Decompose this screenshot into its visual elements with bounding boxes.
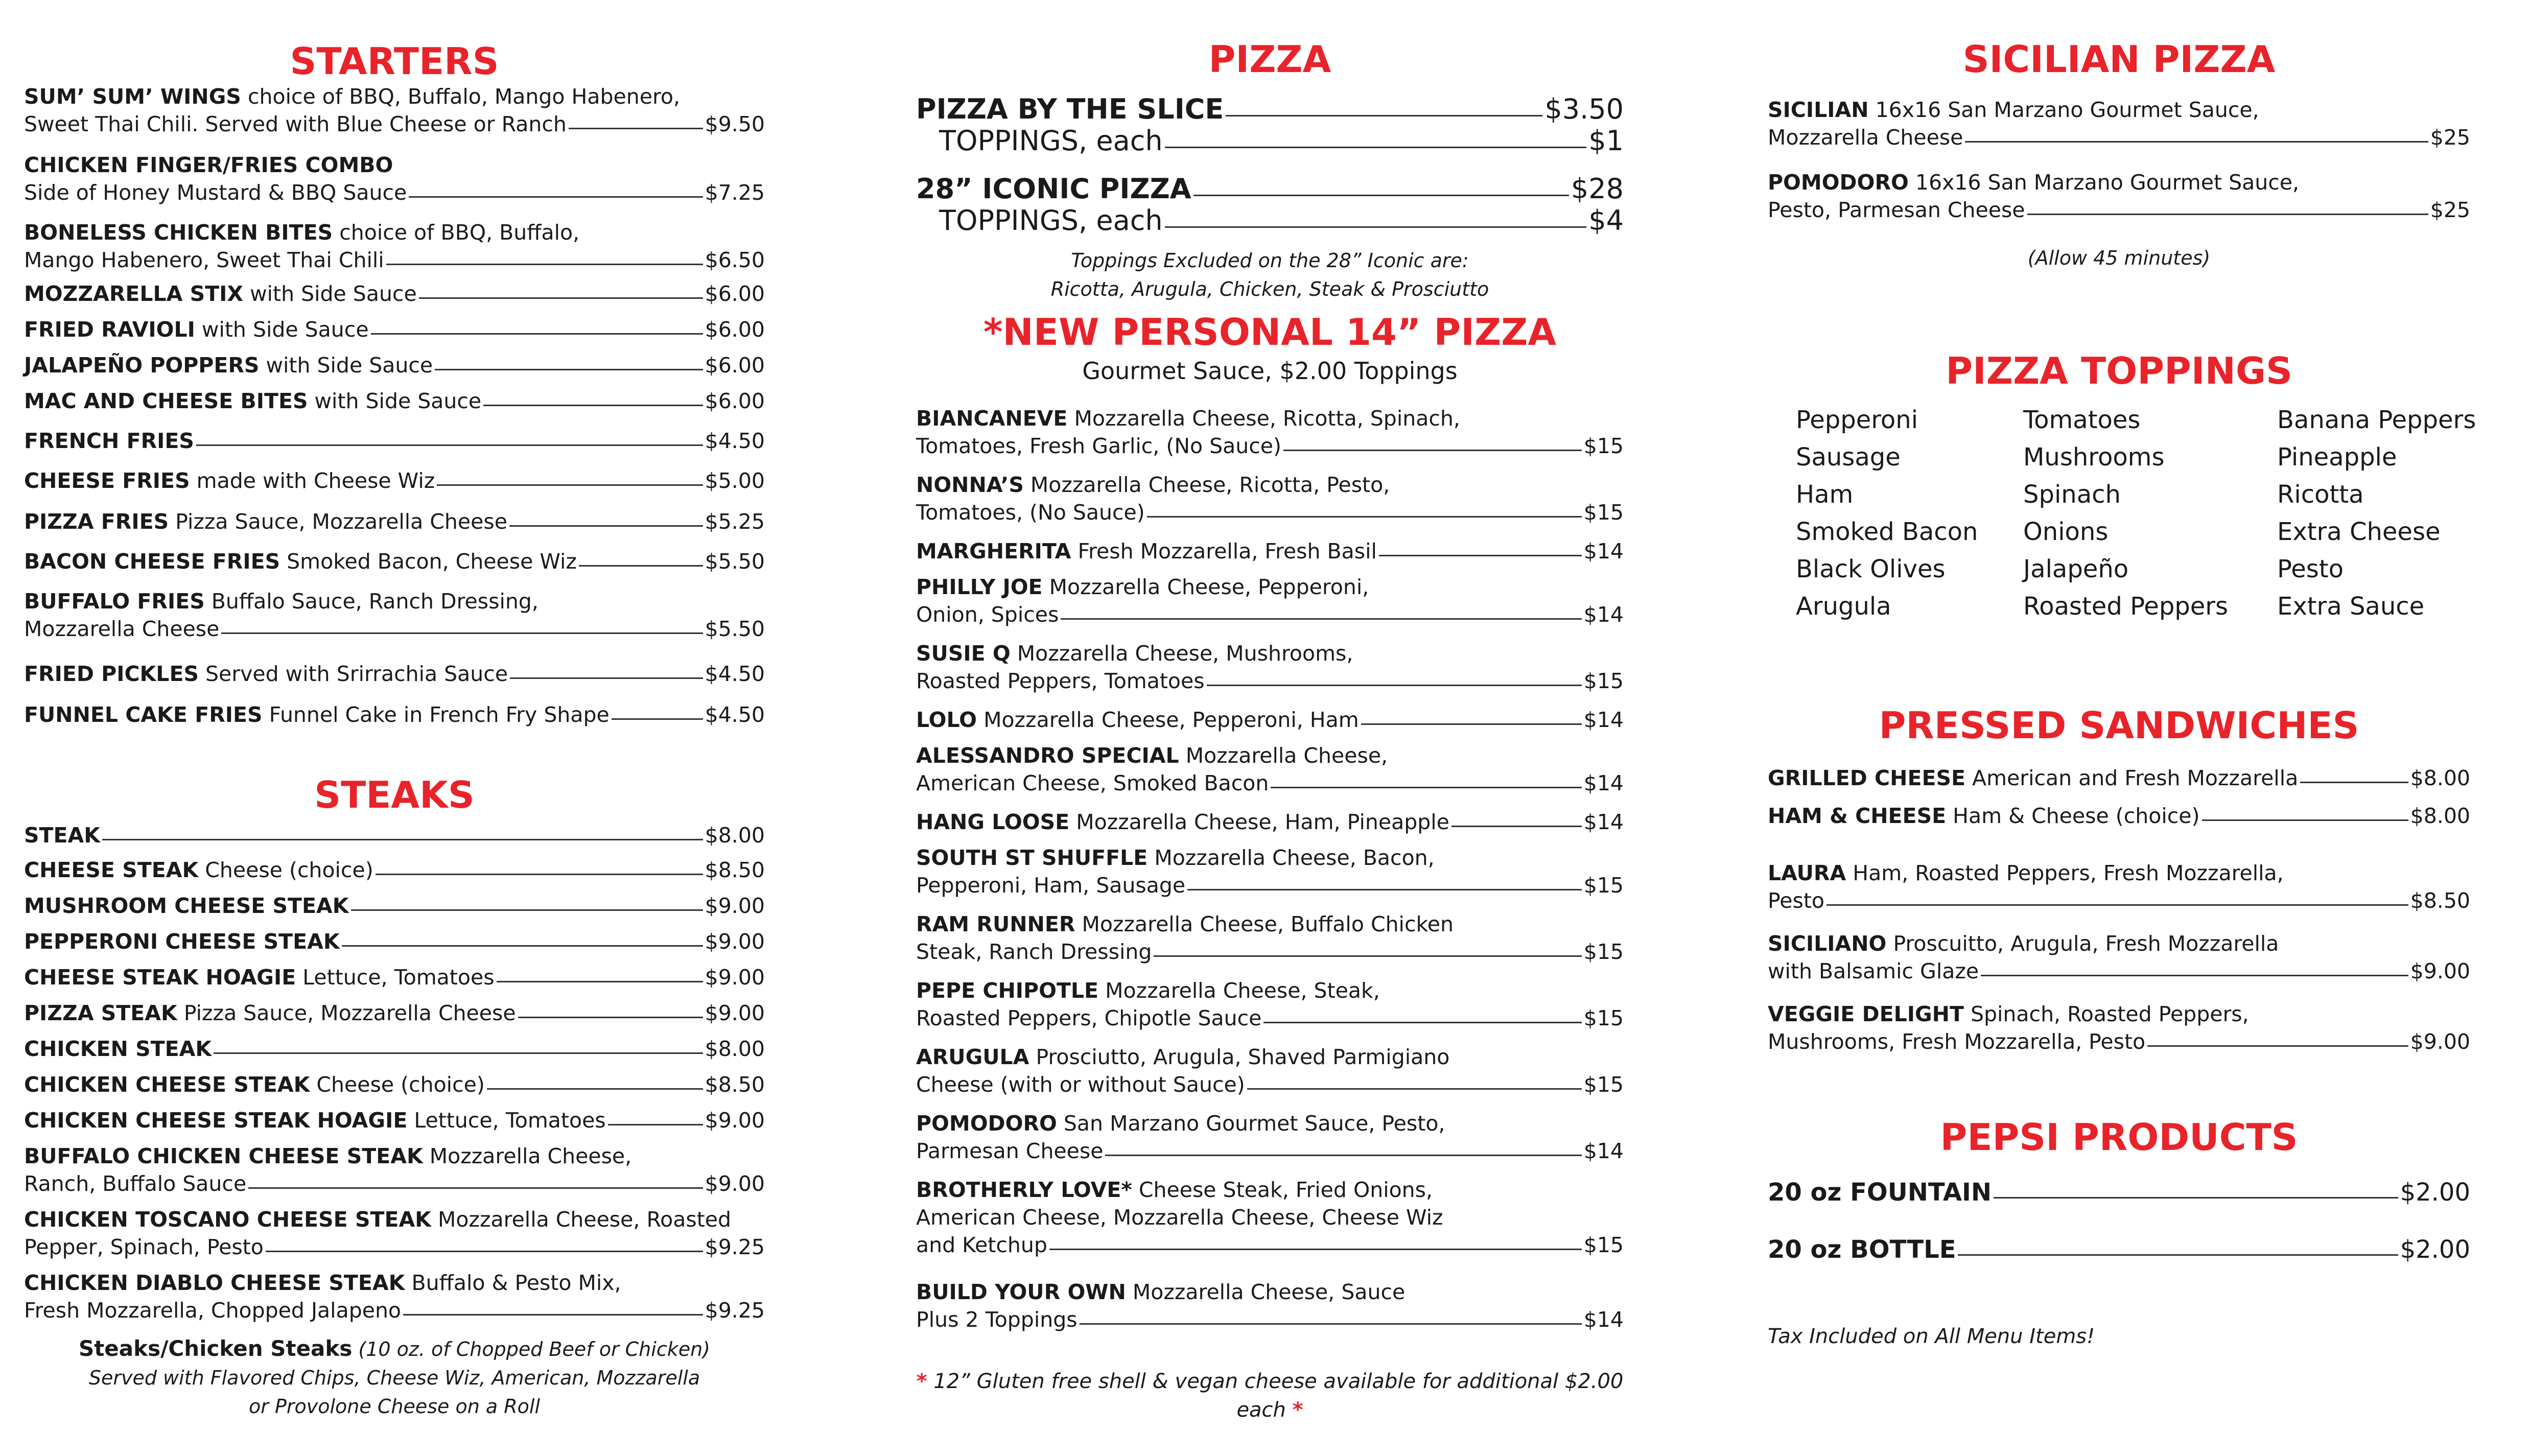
menu-item <box>24 892 765 920</box>
item-name: MUSHROOM CHEESE STEAK <box>24 894 349 918</box>
item-price: $5.25 <box>705 509 765 534</box>
pizza-iconic-row <box>916 173 1624 205</box>
item-name: 20 oz FOUNTAIN <box>1768 1178 1992 1207</box>
item-name: CHICKEN CHEESE STEAK <box>24 1072 310 1097</box>
menu-item <box>24 151 765 206</box>
menu-item <box>24 821 765 849</box>
pizza-heading: PIZZA <box>1208 38 1331 81</box>
menu-item <box>24 588 765 643</box>
menu-item <box>916 844 1624 899</box>
item-price: $9.25 <box>705 1235 765 1259</box>
item-description: Mozzarella Cheese, Pepperoni, Ham <box>977 708 1359 732</box>
item-price: $8.50 <box>705 1072 765 1097</box>
item-price: $15 <box>1583 940 1624 964</box>
steaks-note-line2: Served with Flavored Chips, Cheese Wiz, American, Mozzarella <box>88 1367 700 1389</box>
item-description: choice of BBQ, Buffalo, <box>333 220 580 245</box>
item-name: CHEESE FRIES <box>24 468 190 493</box>
item-name: PHILLY JOE <box>916 575 1043 599</box>
item-description: Ham, Roasted Peppers, Fresh Mozzarella, <box>1846 861 2284 885</box>
topping-item: Pepperoni <box>1796 406 1918 434</box>
item-name: STEAK <box>24 823 101 848</box>
menu-item <box>1768 1233 2470 1266</box>
item-name: NONNA’S <box>916 473 1024 497</box>
steaks-heading: STEAKS <box>314 773 475 816</box>
menu-item <box>916 405 1624 460</box>
item-price: $9.00 <box>2410 1029 2470 1054</box>
item-name: SOUTH ST SHUFFLE <box>916 846 1148 870</box>
menu-item <box>916 537 1624 565</box>
item-name: BUFFALO FRIES <box>24 589 205 614</box>
item-description: with Side Sauce <box>195 317 369 342</box>
topping-item: Ham <box>1796 480 1854 509</box>
menu-item <box>916 471 1624 526</box>
menu-item <box>24 1269 765 1324</box>
menu-item <box>24 83 765 138</box>
item-price: $6.00 <box>705 353 765 378</box>
menu-item <box>24 928 765 955</box>
pizza-slice-row <box>916 93 1624 126</box>
item-name: MOZZARELLA STIX <box>24 281 244 306</box>
topping-item: Pesto <box>2277 555 2344 583</box>
menu-item <box>24 467 765 495</box>
item-name: CHICKEN DIABLO CHEESE STEAK <box>24 1271 405 1295</box>
item-description: Cheese (choice) <box>310 1072 485 1097</box>
steaks-note-paren: (10 oz. of Chopped Beef or Chicken) <box>352 1338 711 1360</box>
item-price: $6.00 <box>705 281 765 306</box>
menu-item <box>24 427 765 455</box>
item-price: $15 <box>1583 434 1624 458</box>
toppings-column-1 <box>1796 402 1978 625</box>
item-description-line2: Fresh Mozzarella, Chopped Jalapeno <box>24 1298 402 1323</box>
item-description-line2: Roasted Peppers, Tomatoes <box>916 669 1205 693</box>
steaks-note-title: Steaks/Chicken Steaks <box>78 1336 353 1361</box>
item-price: $8.00 <box>705 1037 765 1061</box>
sicilian-heading: SICILIAN PIZZA <box>1962 38 2276 81</box>
pizza-slice-toppings-price: $1 <box>1588 125 1624 157</box>
item-description: American and Fresh Mozzarella <box>1965 766 2299 790</box>
item-price: $6.50 <box>705 248 765 272</box>
item-name: PIZZA FRIES <box>24 509 169 534</box>
item-price: $8.50 <box>705 858 765 882</box>
menu-item <box>24 1206 765 1261</box>
item-price: $15 <box>1583 500 1624 525</box>
menu-item <box>24 1035 765 1063</box>
item-name: ARUGULA <box>916 1045 1029 1069</box>
item-description: San Marzano Gourmet Sauce, Pesto, <box>1057 1111 1445 1136</box>
column-middle <box>916 0 1624 1456</box>
pizza-slice-label: PIZZA BY THE SLICE <box>916 93 1224 125</box>
item-description: with Side Sauce <box>308 389 482 413</box>
topping-item: Ricotta <box>2277 480 2364 509</box>
item-description-line2: Onion, Spices <box>916 602 1059 627</box>
item-price: $14 <box>1583 1139 1624 1163</box>
item-description: Lettuce, Tomatoes <box>296 965 495 990</box>
item-price: $25 <box>2430 125 2470 150</box>
item-price: $4.50 <box>705 702 765 727</box>
item-name: HAM & CHEESE <box>1768 804 1947 828</box>
menu-item <box>916 1110 1624 1165</box>
item-name: FRENCH FRIES <box>24 429 194 453</box>
menu-item <box>1768 96 2470 151</box>
item-price: $15 <box>1583 1233 1624 1257</box>
pizza-iconic-toppings-row <box>939 204 1624 237</box>
item-name: 20 oz BOTTLE <box>1768 1235 1956 1264</box>
item-description-line3: and Ketchup <box>916 1233 1047 1257</box>
item-description: Smoked Bacon, Cheese Wiz <box>280 549 577 574</box>
topping-item: Smoked Bacon <box>1796 518 1978 546</box>
item-description: Mozzarella Cheese, Sauce <box>1126 1280 1406 1304</box>
item-price: $6.00 <box>705 389 765 413</box>
item-description: Mozzarella Cheese, Ricotta, Pesto, <box>1023 473 1390 497</box>
tax-note: Tax Included on All Menu Items! <box>1768 1325 2095 1348</box>
item-description-line2: with Balsamic Glaze <box>1768 959 1979 983</box>
sandwiches-heading: PRESSED SANDWICHES <box>1879 704 2359 747</box>
topping-item: Onions <box>2023 518 2109 546</box>
item-name: BACON CHEESE FRIES <box>24 549 280 574</box>
item-name: JALAPEÑO POPPERS <box>24 353 260 378</box>
item-price: $9.00 <box>705 1171 765 1196</box>
item-description: Proscuitto, Arugula, Fresh Mozzarella <box>1886 931 2279 956</box>
item-description-line2: Pesto <box>1768 888 1825 913</box>
pizza-iconic-label: 28” ICONIC PIZZA <box>916 173 1191 205</box>
item-price: $9.00 <box>705 929 765 954</box>
item-name: BONELESS CHICKEN BITES <box>24 220 333 245</box>
toppings-heading: PIZZA TOPPINGS <box>1946 349 2292 392</box>
item-name: PEPPERONI CHEESE STEAK <box>24 929 340 954</box>
item-price: $4.50 <box>705 429 765 453</box>
menu-item <box>24 508 765 535</box>
column-left <box>24 0 765 1456</box>
item-description-line2: Mozzarella Cheese <box>24 617 220 641</box>
item-description: Served with Srirrachia Sauce <box>198 662 508 686</box>
item-price: $8.00 <box>2410 766 2470 790</box>
item-price: $15 <box>1583 1006 1624 1030</box>
item-price: $25 <box>2430 198 2470 222</box>
topping-item: Extra Sauce <box>2277 592 2425 621</box>
item-price: $2.00 <box>2400 1178 2470 1207</box>
item-price: $8.50 <box>2410 888 2470 913</box>
item-description: Pizza Sauce, Mozzarella Cheese <box>169 509 507 534</box>
item-name: BROTHERLY LOVE* <box>916 1178 1132 1202</box>
pizza-excluded-note <box>916 246 1624 303</box>
item-name: FUNNEL CAKE FRIES <box>24 702 263 727</box>
asterisk-icon: * <box>1292 1398 1303 1422</box>
item-price: $7.25 <box>705 180 765 205</box>
menu-item <box>916 573 1624 628</box>
item-price: $14 <box>1583 1307 1624 1332</box>
pizza-slice-toppings-row <box>939 125 1624 157</box>
menu-item <box>24 387 765 415</box>
item-description: Mozzarella Cheese, Roasted <box>431 1207 732 1232</box>
item-description-line2: Pepper, Spinach, Pesto <box>24 1235 264 1259</box>
topping-item: Jalapeño <box>2023 555 2129 583</box>
menu-item <box>1768 802 2470 830</box>
item-description: 16x16 San Marzano Gourmet Sauce, <box>1868 98 2259 122</box>
item-description-line2: American Cheese, Smoked Bacon <box>916 771 1269 795</box>
item-price: $4.50 <box>705 662 765 686</box>
topping-item: Roasted Peppers <box>2023 592 2229 621</box>
item-description: Lettuce, Tomatoes <box>407 1108 606 1133</box>
pizza-excluded-line2: Ricotta, Arugula, Chicken, Steak & Prosciutto <box>1050 278 1489 300</box>
item-price: $5.00 <box>705 468 765 493</box>
gluten-free-note <box>916 1367 1624 1424</box>
item-name: FRIED RAVIOLI <box>24 317 195 342</box>
item-name: GRILLED CHEESE <box>1768 766 1965 790</box>
item-price: $9.00 <box>705 1001 765 1025</box>
item-name: BIANCANEVE <box>916 406 1068 431</box>
item-description-line2: Sweet Thai Chili. Served with Blue Cheese or Ranch <box>24 112 567 136</box>
item-name: LOLO <box>916 708 977 732</box>
toppings-column-3 <box>2277 402 2476 625</box>
item-price: $15 <box>1583 873 1624 898</box>
item-description: Spinach, Roasted Peppers, <box>1963 1002 2249 1026</box>
sicilian-note: (Allow 45 minutes) <box>2027 247 2211 269</box>
item-name: CHICKEN TOSCANO CHEESE STEAK <box>24 1207 431 1232</box>
personal-pizza-subtitle: Gourmet Sauce, $2.00 Toppings <box>1082 357 1458 385</box>
topping-item: Mushrooms <box>2023 443 2165 472</box>
item-name: MAC AND CHEESE BITES <box>24 389 308 413</box>
menu-item <box>916 1176 1624 1259</box>
item-price: $6.00 <box>705 317 765 342</box>
item-name: FRIED PICKLES <box>24 662 199 686</box>
starters-heading: STARTERS <box>290 40 499 83</box>
menu-item <box>24 999 765 1027</box>
gluten-free-text: 12” Gluten free shell & vegan cheese available for additional $2.00 each <box>933 1370 1624 1422</box>
item-description: with Side Sauce <box>243 281 417 306</box>
item-description-line2: Cheese (with or without Sauce) <box>916 1072 1245 1097</box>
item-name: BUILD YOUR OWN <box>916 1280 1126 1304</box>
item-price: $5.50 <box>705 549 765 574</box>
topping-item: Black Olives <box>1796 555 1946 583</box>
item-description: Mozzarella Cheese, Buffalo Chicken <box>1075 912 1454 936</box>
menu-item <box>1768 859 2470 914</box>
item-name: MARGHERITA <box>916 539 1071 563</box>
menu-item <box>24 548 765 575</box>
topping-item: Extra Cheese <box>2277 518 2441 546</box>
item-name: RAM RUNNER <box>916 912 1075 936</box>
item-description-line2: Mushrooms, Fresh Mozzarella, Pesto <box>1768 1029 2146 1054</box>
topping-item: Arugula <box>1796 592 1891 621</box>
topping-item: Tomatoes <box>2023 406 2141 434</box>
column-right <box>1768 0 2476 1456</box>
item-description: Mozzarella Cheese, <box>1179 743 1388 768</box>
menu-item <box>24 219 765 274</box>
menu-item <box>916 1043 1624 1098</box>
menu-item <box>1768 764 2470 792</box>
pizza-slice-price: $3.50 <box>1544 93 1624 125</box>
item-description: with Side Sauce <box>259 353 433 378</box>
item-description: Mozzarella Cheese, Bacon, <box>1148 846 1435 870</box>
topping-item: Spinach <box>2023 480 2121 509</box>
item-description-line2: Parmesan Cheese <box>916 1139 1104 1163</box>
item-price: $9.00 <box>705 965 765 990</box>
item-name: HANG LOOSE <box>916 810 1070 834</box>
item-price: $14 <box>1583 810 1624 834</box>
item-name: VEGGIE DELIGHT <box>1768 1002 1964 1026</box>
item-description-line2: Plus 2 Toppings <box>916 1307 1078 1332</box>
menu-item <box>24 1107 765 1134</box>
item-price: $8.00 <box>2410 804 2470 828</box>
item-price: $15 <box>1583 669 1624 693</box>
pizza-iconic-price: $28 <box>1571 173 1624 205</box>
steaks-note <box>24 1334 765 1421</box>
item-description-line2: Ranch, Buffalo Sauce <box>24 1171 247 1196</box>
item-name: CHICKEN CHEESE STEAK HOAGIE <box>24 1108 408 1133</box>
menu-item <box>916 706 1624 734</box>
item-name: PEPE CHIPOTLE <box>916 978 1099 1003</box>
personal-pizza-heading: *NEW PERSONAL 14” PIZZA <box>983 311 1557 354</box>
item-price: $14 <box>1583 771 1624 795</box>
item-price: $14 <box>1583 539 1624 563</box>
item-description: Ham & Cheese (choice) <box>1946 804 2200 828</box>
menu-item <box>24 280 765 308</box>
menu-item <box>24 701 765 729</box>
item-description: Pizza Sauce, Mozzarella Cheese <box>177 1001 516 1025</box>
item-description: Buffalo & Pesto Mix, <box>405 1271 621 1295</box>
menu-item <box>1768 169 2470 224</box>
menu-item <box>24 316 765 343</box>
item-name: LAURA <box>1768 861 1846 885</box>
item-description-line2: Pepperoni, Ham, Sausage <box>916 873 1186 898</box>
pizza-slice-toppings-label: TOPPINGS, each <box>939 125 1163 157</box>
item-price: $9.25 <box>705 1298 765 1323</box>
item-description-line2: Steak, Ranch Dressing <box>916 940 1152 964</box>
menu-item <box>24 1142 765 1197</box>
menu-item <box>24 1071 765 1098</box>
menu-item <box>916 640 1624 695</box>
item-price: $8.00 <box>705 823 765 848</box>
item-description-line2: Roasted Peppers, Chipotle Sauce <box>916 1006 1262 1030</box>
item-description-line2: Side of Honey Mustard & BBQ Sauce <box>24 180 407 205</box>
item-description-line2: Tomatoes, (No Sauce) <box>916 500 1145 525</box>
asterisk-icon: * <box>916 1370 927 1393</box>
item-description: Mozzarella Cheese, Pepperoni, <box>1042 575 1369 599</box>
menu-item <box>24 351 765 379</box>
menu-item <box>24 660 765 688</box>
pizza-iconic-toppings-price: $4 <box>1588 204 1624 237</box>
item-description: Prosciutto, Arugula, Shaved Parmigiano <box>1029 1045 1450 1069</box>
item-price: $2.00 <box>2400 1235 2470 1264</box>
item-description: 16x16 San Marzano Gourmet Sauce, <box>1908 170 2300 195</box>
item-description: Cheese (choice) <box>198 858 373 882</box>
item-price: $9.50 <box>705 112 765 136</box>
item-name: SUM’ SUM’ WINGS <box>24 84 241 109</box>
item-description: Mozzarella Cheese, Ham, Pineapple <box>1069 810 1449 834</box>
item-name: CHICKEN STEAK <box>24 1037 212 1061</box>
item-name: POMODORO <box>1768 170 1909 195</box>
menu-item <box>1768 930 2470 985</box>
menu-item <box>916 910 1624 966</box>
item-description: Mozzarella Cheese, Mushrooms, <box>1010 641 1353 666</box>
item-name: CHEESE STEAK HOAGIE <box>24 965 296 990</box>
item-description-line2: Mozzarella Cheese <box>1768 125 1963 150</box>
item-price: $9.00 <box>705 894 765 918</box>
item-name: CHICKEN FINGER/FRIES COMBO <box>24 153 393 177</box>
toppings-column-2 <box>2023 402 2228 625</box>
item-price: $15 <box>1583 1072 1624 1097</box>
item-price: $9.00 <box>705 1108 765 1133</box>
item-name: POMODORO <box>916 1111 1057 1136</box>
item-name: ALESSANDRO SPECIAL <box>916 743 1179 768</box>
topping-item: Sausage <box>1796 443 1901 472</box>
topping-item: Pineapple <box>2277 443 2397 472</box>
item-description-line2: Mango Habenero, Sweet Thai Chili <box>24 248 384 272</box>
pepsi-heading: PEPSI PRODUCTS <box>1940 1116 2298 1159</box>
steaks-note-line3: or Provolone Cheese on a Roll <box>249 1395 540 1418</box>
item-description: Mozzarella Cheese, Steak, <box>1098 978 1380 1003</box>
item-price: $14 <box>1583 708 1624 732</box>
item-description: Buffalo Sauce, Ranch Dressing, <box>204 589 538 614</box>
item-description: Mozzarella Cheese, Ricotta, Spinach, <box>1067 406 1460 431</box>
item-name: SICILIAN <box>1768 98 1869 122</box>
menu-item <box>916 1278 1624 1333</box>
pizza-excluded-line1: Toppings Excluded on the 28” Iconic are: <box>1071 249 1469 272</box>
item-description: Cheese Steak, Fried Onions, <box>1132 1178 1433 1202</box>
item-description: Funnel Cake in French Fry Shape <box>262 702 610 727</box>
item-name: CHEESE STEAK <box>24 858 199 882</box>
item-price: $14 <box>1583 602 1624 627</box>
item-name: PIZZA STEAK <box>24 1001 177 1025</box>
menu-item <box>916 977 1624 1032</box>
item-price: $9.00 <box>2410 959 2470 983</box>
item-description: made with Cheese Wiz <box>190 468 435 493</box>
item-name: BUFFALO CHICKEN CHEESE STEAK <box>24 1144 423 1168</box>
menu-item <box>916 808 1624 836</box>
item-price: $5.50 <box>705 617 765 641</box>
menu-item <box>24 856 765 884</box>
topping-item: Banana Peppers <box>2277 406 2476 434</box>
menu-item <box>24 964 765 991</box>
item-description: Mozzarella Cheese, <box>423 1144 632 1168</box>
pizza-iconic-toppings-label: TOPPINGS, each <box>939 204 1163 237</box>
item-description-line2: American Cheese, Mozzarella Cheese, Cheese Wiz <box>916 1205 1443 1230</box>
item-description-line2: Pesto, Parmesan Cheese <box>1768 198 2025 222</box>
menu-item <box>1768 1176 2470 1209</box>
menu-item <box>1768 1000 2470 1055</box>
item-description: choice of BBQ, Buffalo, Mango Habenero, <box>241 84 681 109</box>
item-description-line2: Tomatoes, Fresh Garlic, (No Sauce) <box>916 434 1282 458</box>
item-name: SUSIE Q <box>916 641 1011 666</box>
item-description: Fresh Mozzarella, Fresh Basil <box>1071 539 1377 563</box>
menu-item <box>916 742 1624 797</box>
item-name: SICILIANO <box>1768 931 1887 956</box>
